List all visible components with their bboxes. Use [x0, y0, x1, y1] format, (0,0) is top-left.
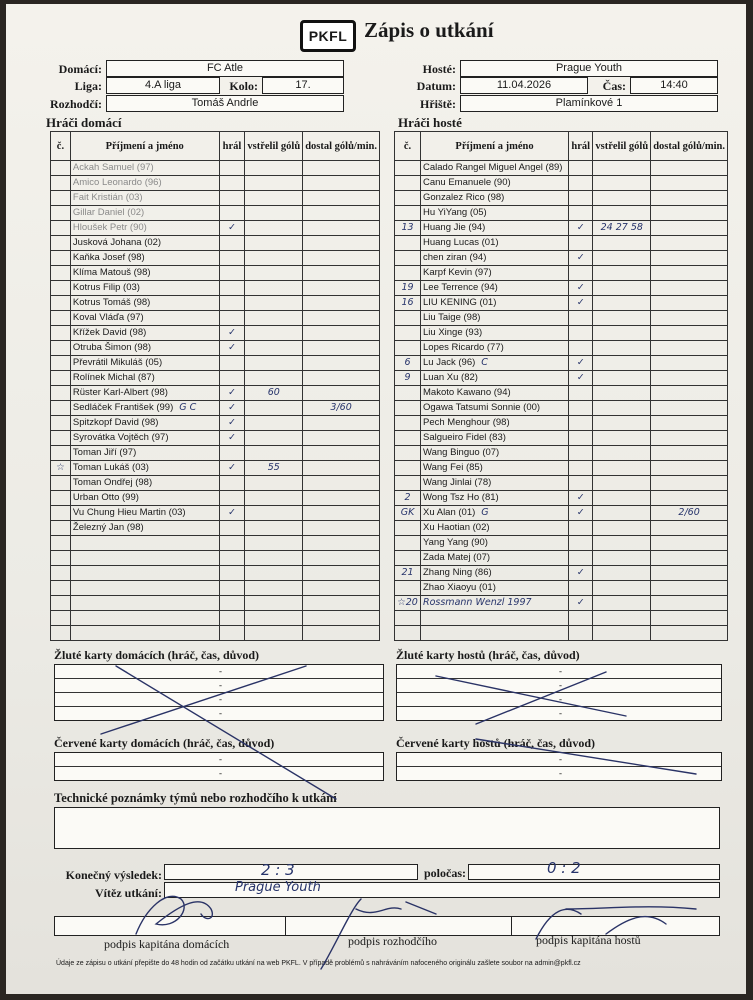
col-name: Příjmení a jméno [421, 132, 569, 161]
cross-stroke-5 [476, 739, 696, 774]
player-name: Železný Jan (98) [70, 521, 219, 536]
player-name: Huang Jie (94) [421, 221, 569, 236]
player-name: Spitzkopf David (98) [70, 416, 219, 431]
col-conceded: dostal gólů/min. [303, 132, 380, 161]
player-name: Jusková Johana (02) [70, 236, 219, 251]
red-away-title: Červené karty hostů (hráč, čas, důvod) [396, 736, 595, 750]
player-name: Rüster Karl-Albert (98) [70, 386, 219, 401]
player-number: ☆ [51, 461, 71, 476]
player-name: Hloušek Petr (90) [70, 221, 219, 236]
yellow-away-title: Žluté karty hostů (hráč, čas, důvod) [396, 648, 580, 662]
player-name: Canu Emanuele (90) [421, 176, 569, 191]
page-title: Zápis o utkání [364, 18, 494, 42]
player-scored: 24 27 58 [593, 221, 651, 236]
referee-field: Tomáš Andrle [106, 95, 344, 112]
red-away-box: - - [396, 752, 722, 781]
home-captain-signature-label: podpis kapitána domácích [104, 937, 230, 951]
player-name: Syrovátka Vojtěch (97) [70, 431, 219, 446]
player-number: 21 [395, 566, 421, 581]
player-name: Kotrus Tomáš (98) [70, 296, 219, 311]
player-number: 16 [395, 296, 421, 311]
col-played: hrál [219, 132, 245, 161]
player-name: Luan Xu (82) [421, 371, 569, 386]
player-name: Ogawa Tatsumi Sonnie (00) [421, 401, 569, 416]
referee-signature-label: podpis rozhodčího [348, 934, 437, 948]
away-captain-signature-label: podpis kapitána hostů [536, 933, 641, 947]
home-captain-signature [136, 896, 212, 934]
col-scored: vstřelil gólů [245, 132, 303, 161]
player-name: Toman Lukáš (03) [70, 461, 219, 476]
player-played: ✓ [569, 296, 593, 311]
league-field: 4.A liga [106, 77, 220, 94]
player-played: ✓ [219, 431, 245, 446]
date-label: Datum: [416, 79, 456, 93]
player-name-text: Lu Jack (96) [423, 357, 476, 368]
home-players-title: Hráči domácí [46, 115, 122, 130]
cross-stroke-2 [116, 666, 336, 799]
player-name: Karpf Kevin (97) [421, 266, 569, 281]
col-number: č. [395, 132, 421, 161]
away-players-title: Hráči hosté [398, 115, 462, 130]
player-played: ✓ [219, 386, 245, 401]
winner-label: Vítěz utkání: [95, 886, 162, 900]
player-name: LIU KENING (01) [421, 296, 569, 311]
col-number: č. [51, 132, 71, 161]
player-played: ✓ [569, 491, 593, 506]
player-name: Vu Chung Hieu Martin (03) [70, 506, 219, 521]
player-note: C [481, 357, 488, 368]
player-played: ✓ [219, 341, 245, 356]
col-conceded: dostal gólů/min. [651, 132, 728, 161]
player-name: Otruba Šimon (98) [70, 341, 219, 356]
time-label: Čas: [602, 79, 626, 93]
player-name: Toman Jiří (97) [70, 446, 219, 461]
halftime-value: 0 : 2 [547, 859, 581, 877]
winner-value: Prague Youth [235, 880, 321, 895]
date-field: 11.04.2026 [460, 77, 588, 94]
player-played: ✓ [569, 371, 593, 386]
player-played: ✓ [219, 221, 245, 236]
player-played: ✓ [219, 461, 245, 476]
player-name: Kotrus Filip (03) [70, 281, 219, 296]
referee-label: Rozhodčí: [50, 97, 102, 111]
player-played: ✓ [219, 401, 245, 416]
round-label: Kolo: [229, 79, 258, 93]
league-label: Liga: [74, 79, 102, 93]
round-field: 17. [262, 77, 344, 94]
red-home-box: - - [54, 752, 384, 781]
player-number: GK [395, 506, 421, 521]
player-name: Lee Terrence (94) [421, 281, 569, 296]
player-played: ✓ [569, 251, 593, 266]
player-name: Koval Vláďa (97) [70, 311, 219, 326]
home-label: Domácí: [58, 62, 102, 76]
away-team-field: Prague Youth [460, 60, 718, 77]
player-played: ✓ [569, 566, 593, 581]
time-field: 14:40 [630, 77, 718, 94]
player-name: Kaňka Josef (98) [70, 251, 219, 266]
player-played: ✓ [569, 356, 593, 371]
player-scored: 60 [245, 386, 303, 401]
player-name: Calado Rangel Miguel Angel (89) [421, 161, 569, 176]
match-sheet [6, 4, 746, 994]
player-played: ✓ [569, 596, 593, 611]
player-name: Křížek David (98) [70, 326, 219, 341]
player-name-text: Xu Alan (01) [423, 507, 476, 518]
handwriting-overlay [6, 4, 746, 994]
player-name: Wang Fei (85) [421, 461, 569, 476]
player-name: Rossmann Wenzl 1997 [421, 596, 569, 611]
player-name: Toman Ondřej (98) [70, 476, 219, 491]
player-played: ✓ [569, 506, 593, 521]
player-name: Wong Tsz Ho (81) [421, 491, 569, 506]
player-name: Huang Lucas (01) [421, 236, 569, 251]
player-played: ✓ [219, 326, 245, 341]
player-name: Hu YiYang (05) [421, 206, 569, 221]
player-name: Xu Haotian (02) [421, 521, 569, 536]
player-name: Urban Otto (99) [70, 491, 219, 506]
player-number: ☆20 [395, 596, 421, 611]
player-name: chen ziran (94) [421, 251, 569, 266]
player-scored: 55 [245, 461, 303, 476]
player-name: Yang Yang (90) [421, 536, 569, 551]
player-name: Salgueiro Fidel (83) [421, 431, 569, 446]
away-label: Hosté: [422, 62, 456, 76]
yellow-away-box: - - - - [396, 664, 722, 721]
player-name: Klíma Matouš (98) [70, 266, 219, 281]
player-number: 13 [395, 221, 421, 236]
field-label: Hřiště: [420, 97, 456, 111]
col-played: hrál [569, 132, 593, 161]
pitch-field: Plamínkové 1 [460, 95, 718, 112]
player-played: ✓ [219, 416, 245, 431]
footer-note: Údaje ze zápisu o utkání přepište do 48 hodin od začátku utkání na web PKFL. V případě problémů s nahráváním nafoceného originálu zašlete soubor na admin@pkfl.cz [56, 960, 581, 967]
player-name: Gonzalez Rico (98) [421, 191, 569, 206]
player-conceded: 2/60 [651, 506, 728, 521]
player-name: Liu Taige (98) [421, 311, 569, 326]
player-name: Liu Xinge (93) [421, 326, 569, 341]
player-name: Gillar Daniel (02) [70, 206, 219, 221]
final-score-value: 2 : 3 [261, 861, 295, 879]
player-played: ✓ [569, 281, 593, 296]
cross-stroke-3 [436, 676, 626, 716]
home-team-field: FC Atle [106, 60, 344, 77]
player-name: Wang Jinlai (78) [421, 476, 569, 491]
player-number: 6 [395, 356, 421, 371]
player-name: Amico Leonardo (96) [70, 176, 219, 191]
player-name: Makoto Kawano (94) [421, 386, 569, 401]
player-name-text: Sedláček František (99) [72, 402, 174, 413]
player-number: 2 [395, 491, 421, 506]
player-name: Zhang Ning (86) [421, 566, 569, 581]
player-name: Zada Matej (07) [421, 551, 569, 566]
red-home-title: Červené karty domácích (hráč, čas, důvod) [54, 736, 275, 750]
player-played: ✓ [219, 506, 245, 521]
final-score-label: Konečný výsledek: [65, 868, 162, 882]
yellow-home-title: Žluté karty domácích (hráč, čas, důvod) [54, 648, 259, 662]
halftime-label: poločas: [424, 866, 466, 880]
player-number: 19 [395, 281, 421, 296]
yellow-home-box: - - - - [54, 664, 384, 721]
player-played: ✓ [569, 221, 593, 236]
player-name: Ackah Samuel (97) [70, 161, 219, 176]
away-captain-signature [536, 907, 696, 939]
player-name: Zhao Xiaoyu (01) [421, 581, 569, 596]
cross-stroke-4 [476, 672, 606, 724]
notes-title: Technické poznámky týmů nebo rozhodčího k utkání [54, 791, 337, 805]
pkfl-logo: PKFL [300, 20, 356, 52]
player-name: Převrátil Mikuláš (05) [70, 356, 219, 371]
player-number: 9 [395, 371, 421, 386]
player-name: Lopes Ricardo (77) [421, 341, 569, 356]
col-name: Příjmení a jméno [70, 132, 219, 161]
player-note: G [481, 507, 489, 518]
referee-signature [321, 899, 436, 969]
player-note: G C [179, 402, 197, 413]
player-name: Pech Menghour (98) [421, 416, 569, 431]
player-name: Rolínek Michal (87) [70, 371, 219, 386]
player-conceded: 3/60 [303, 401, 380, 416]
player-name: Wang Binguo (07) [421, 446, 569, 461]
player-name: Fait Kristián (03) [70, 191, 219, 206]
col-scored: vstřelil gólů [593, 132, 651, 161]
